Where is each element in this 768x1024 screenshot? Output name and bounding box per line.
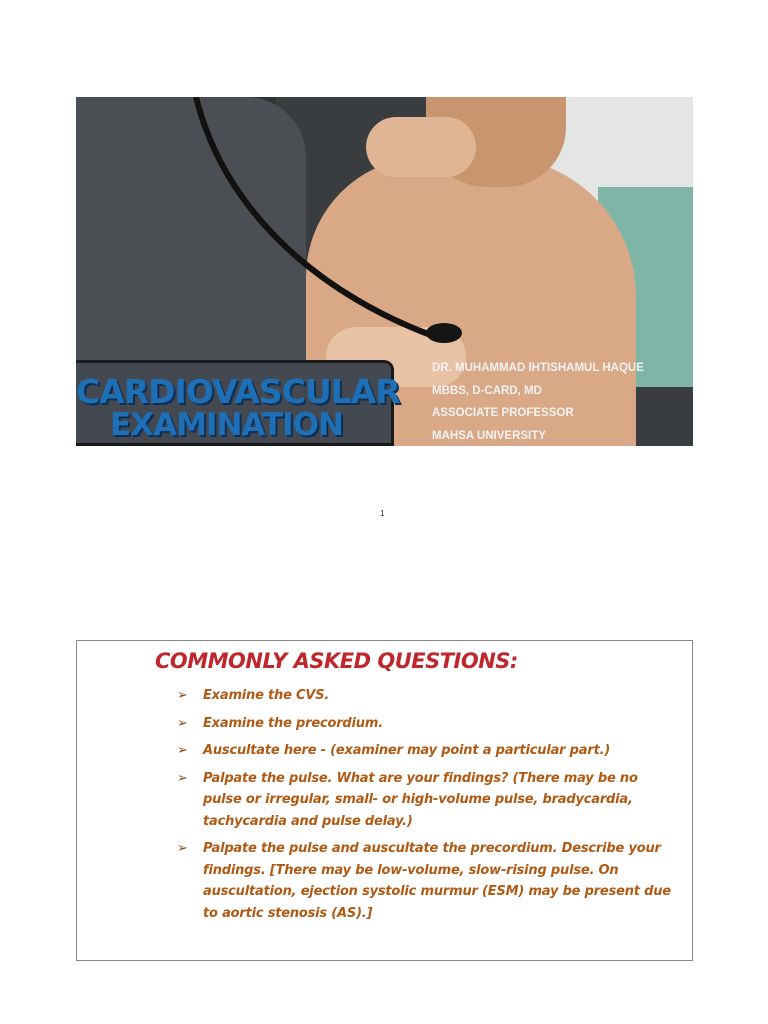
list-item-text: Examine the CVS. [203,688,330,703]
arrowhead-bullet-icon: ➢ [177,715,188,731]
list-item [177,838,677,924]
title-line-1: CARDIOVASCULAR [76,372,400,411]
list-item-text: Auscultate here - (examiner may point a particular part.) [203,743,611,758]
list-item [177,713,677,735]
author-block [432,357,644,446]
title-banner [76,360,400,446]
author-position: ASSOCIATE PROFESSOR [432,407,574,419]
question-list [177,685,677,930]
slide-heading: COMMONLY ASKED QUESTIONS: [155,649,518,673]
title-slide [76,97,693,446]
page-number: 1 [380,509,385,518]
author-institution: MAHSA UNIVERSITY [432,429,546,442]
list-item [177,768,677,833]
arrowhead-bullet-icon: ➢ [177,841,188,856]
questions-slide [76,640,693,961]
list-item [177,685,677,707]
arrowhead-bullet-icon: ➢ [177,770,188,786]
list-item-text: Examine the precordium. [203,715,383,731]
author-name: DR. MUHAMMAD IHTISHAMUL HAQUE [432,362,644,374]
list-item-text: Palpate the pulse. What are your findings? (There may be no pulse or irregular, small- or high-volume pulse, bradycardia, tachycardia and pulse delay.) [203,770,638,829]
title-line-2: EXAMINATION [110,407,343,443]
list-item-text: Palpate the pulse and auscultate the precordium. Describe your findings. [There may be low-volume, slow-rising pulse. On auscultation, ejection systolic murmur (ESM) may be present due to aortic stenosis (AS).] [203,841,671,921]
arrowhead-bullet-icon: ➢ [177,743,188,758]
author-degrees: MBBS, D-CARD, MD [432,384,542,397]
arrowhead-bullet-icon: ➢ [177,688,188,703]
list-item [177,740,677,762]
